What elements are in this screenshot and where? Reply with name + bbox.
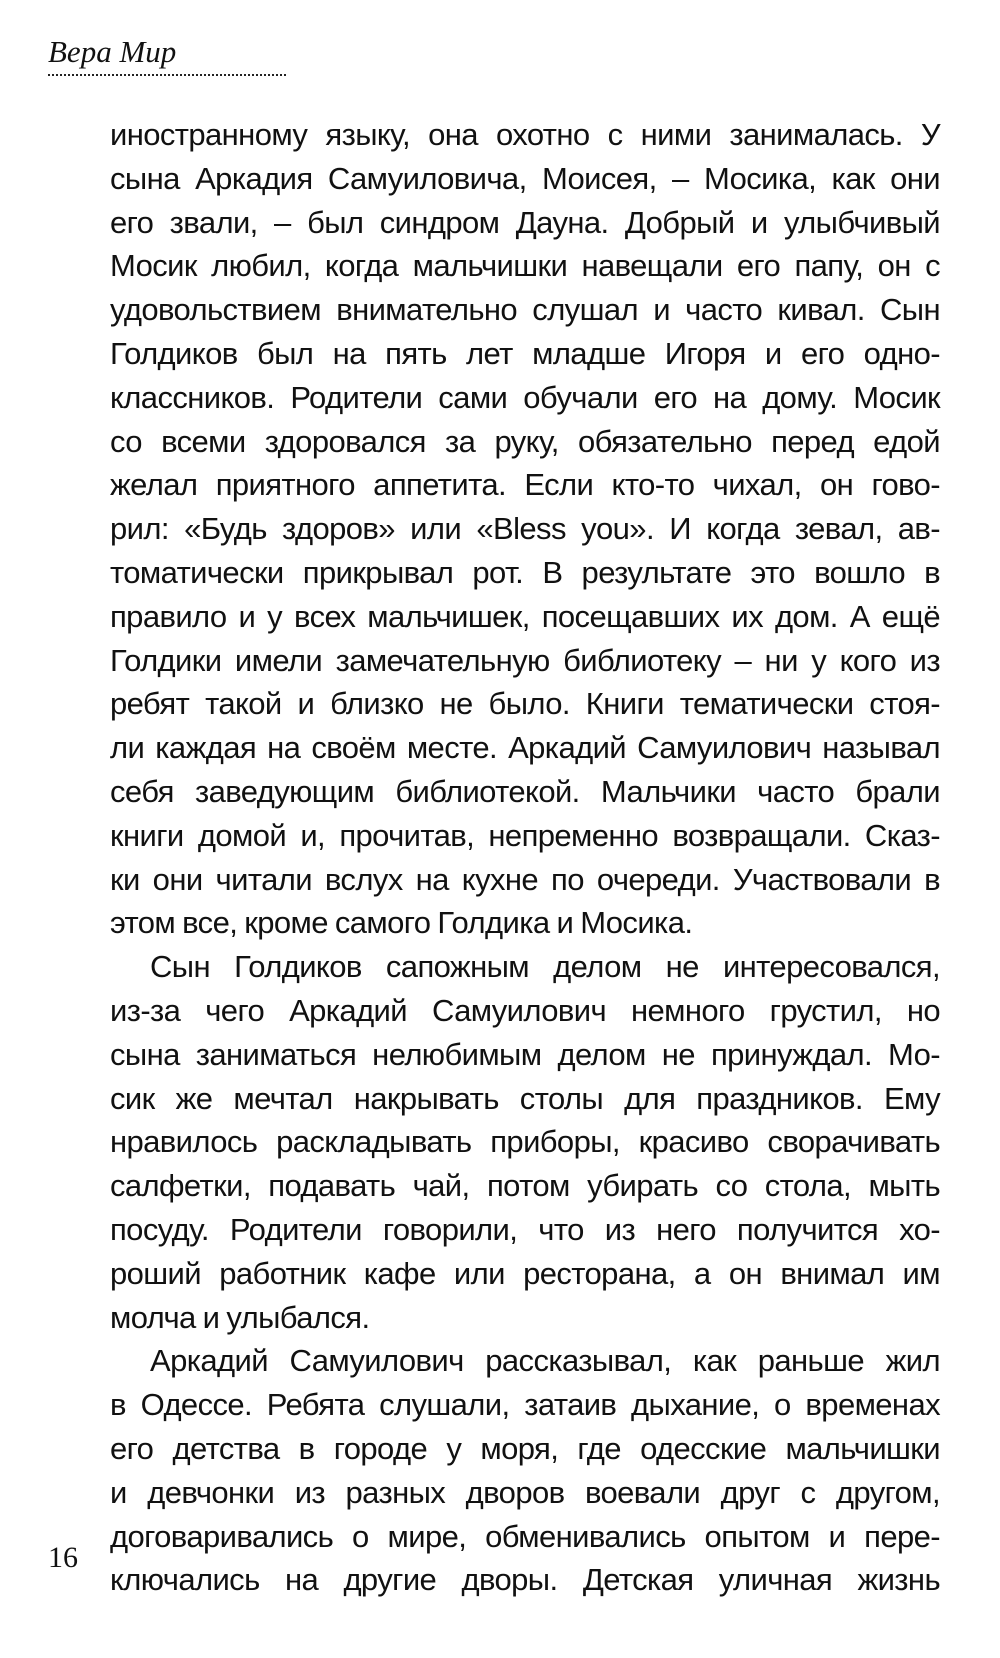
text-line: классников. Родители сами обучали его на дому. Мосик bbox=[110, 379, 940, 415]
text-line: желал приятного аппетита. Если кто-то чихал, он гово- bbox=[110, 467, 940, 503]
text-line: сына Аркадия Самуиловича, Моисея, – Мосика, как они bbox=[110, 160, 940, 196]
text-line: его звали, – был синдром Дауна. Добрый и улыбчивый bbox=[110, 204, 940, 240]
text-line: ли каждая на своём месте. Аркадий Самуилович называл bbox=[110, 730, 940, 766]
text-line: ключались на другие дворы. Детская уличная жизнь bbox=[110, 1562, 940, 1598]
text-line: Сын Голдиков сапожным делом не интересовался, bbox=[150, 949, 940, 985]
text-line: рил: «Будь здоров» или «Bless you». И когда зевал, ав- bbox=[110, 511, 940, 547]
text-line: со всеми здоровался за руку, обязательно перед едой bbox=[110, 423, 940, 459]
text-line: себя заведующим библиотекой. Мальчики часто брали bbox=[110, 773, 940, 809]
text-line: правило и у всех мальчишек, посещавших их дом. А ещё bbox=[110, 598, 940, 634]
text-line: роший работник кафе или ресторана, а он внимал им bbox=[110, 1255, 940, 1291]
text-line: иностранному языку, она охотно с ними занималась. У bbox=[110, 117, 940, 152]
text-line: салфетки, подавать чай, потом убирать со стола, мыть bbox=[110, 1168, 940, 1204]
body-text bbox=[110, 113, 940, 1602]
text-line: удовольствием внимательно слушал и часто кивал. Сын bbox=[110, 292, 940, 328]
text-line: ки они читали вслух на кухне по очереди. Участвовали в bbox=[110, 861, 940, 897]
text-line: сик же мечтал накрывать столы для праздников. Ему bbox=[110, 1080, 940, 1116]
text-line: в Одессе. Ребята слушали, затаив дыхание, о временах bbox=[110, 1387, 940, 1423]
text-line: нравилось раскладывать приборы, красиво сворачивать bbox=[110, 1124, 940, 1160]
text-line: ребят такой и близко не было. Книги тематически стоя- bbox=[110, 686, 940, 722]
text-line: Мосик любил, когда мальчишки навещали его папу, он с bbox=[110, 248, 940, 284]
text-line: и девчонки из разных дворов воевали друг с другом, bbox=[110, 1474, 940, 1510]
running-head: Вера Мир bbox=[48, 34, 286, 76]
text-line: книги домой и, прочитав, непременно возвращали. Сказ- bbox=[110, 817, 940, 853]
text-line: Аркадий Самуилович рассказывал, как раньше жил bbox=[150, 1343, 940, 1379]
text-line: этом все, кроме самого Голдика и Мосика. bbox=[110, 905, 693, 941]
text-line: договаривались о мире, обменивались опытом и пере- bbox=[110, 1518, 940, 1554]
text-line: посуду. Родители говорили, что из него получится хо- bbox=[110, 1211, 940, 1247]
text-line: Голдики имели замечательную библиотеку – ни у кого из bbox=[110, 642, 940, 678]
text-line: сына заниматься нелюбимым делом не принуждал. Мо- bbox=[110, 1036, 940, 1072]
text-line: из-за чего Аркадий Самуилович немного грустил, но bbox=[110, 992, 940, 1028]
text-line: томатически прикрывал рот. В результате это вошло в bbox=[110, 554, 940, 590]
text-line: молча и улыбался. bbox=[110, 1299, 370, 1335]
text-line: Голдиков был на пять лет младше Игоря и его одно- bbox=[110, 335, 940, 371]
text-line: его детства в городе у моря, где одесские мальчишки bbox=[110, 1430, 940, 1466]
page-number: 16 bbox=[48, 1541, 78, 1574]
